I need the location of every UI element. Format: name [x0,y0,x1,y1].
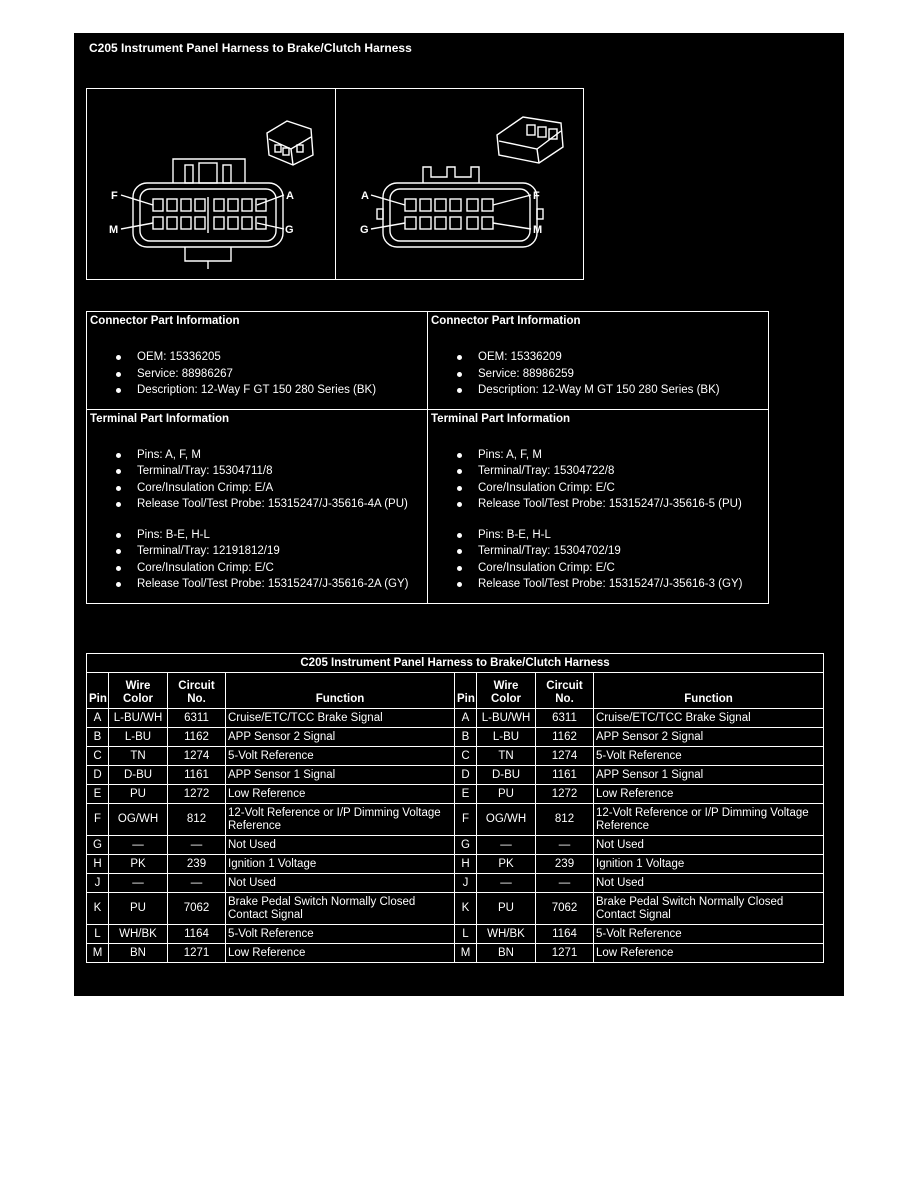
wire-color-cell: TN [477,747,536,766]
wire-color-cell: L-BU/WH [477,709,536,728]
pin-cell: J [455,874,477,893]
wire-color-cell: TN [109,747,168,766]
pin-label-f: F [111,190,118,202]
function-cell: Not Used [226,836,455,855]
pin-cell: D [87,766,109,785]
pin-cell: F [87,804,109,836]
pin-cell: M [455,944,477,963]
pinout-table-body [87,709,824,963]
page-title: C205 Instrument Panel Harness to Brake/Clutch Harness [89,41,412,55]
document-page [74,33,844,996]
function-cell: Low Reference [226,944,455,963]
list-item: Core/Insulation Crimp: E/C [90,560,423,577]
list-item: Core/Insulation Crimp: E/A [90,480,423,497]
pin-cell: K [87,893,109,925]
pin-cell: B [87,728,109,747]
table-row [87,944,824,963]
pin-cell: F [455,804,477,836]
column-header: Wire Color [109,673,168,709]
pin-cell: J [87,874,109,893]
function-cell: Ignition 1 Voltage [226,855,455,874]
circuit-cell: — [536,836,594,855]
list-item: Description: 12-Way F GT 150 280 Series (BK) [90,382,423,399]
pin-cell: K [455,893,477,925]
function-cell: 5-Volt Reference [594,747,824,766]
list-item: Service: 88986267 [90,366,423,383]
function-cell: Low Reference [594,785,824,804]
list-item: Release Tool/Test Probe: 15315247/J-35616-2A (GY) [90,576,423,593]
terminal-info-row [87,409,769,603]
list-item: Terminal/Tray: 15304711/8 [90,463,423,480]
function-cell: APP Sensor 2 Signal [226,728,455,747]
wire-color-cell: L-BU [109,728,168,747]
circuit-cell: — [168,874,226,893]
pin-cell: E [455,785,477,804]
function-cell: Low Reference [594,944,824,963]
section-header: Terminal Part Information [90,412,230,425]
section-header: Connector Part Information [431,315,581,327]
table-row [87,836,824,855]
wire-color-cell: PU [109,785,168,804]
circuit-cell: 812 [168,804,226,836]
table-row [87,874,824,893]
column-header: Circuit No. [168,673,226,709]
wire-color-cell: PU [477,785,536,804]
circuit-cell: 1162 [536,728,594,747]
female-connector-face [121,121,313,269]
function-cell: Ignition 1 Voltage [594,855,824,874]
pinout-header-row [87,673,824,709]
list-item: Terminal/Tray: 15304722/8 [431,463,764,480]
pinout-table-caption: C205 Instrument Panel Harness to Brake/Clutch Harness [87,654,824,673]
function-cell: 5-Volt Reference [226,925,455,944]
column-header: Pin [87,673,109,709]
function-cell: Brake Pedal Switch Normally Closed Contact Signal [594,893,824,925]
circuit-cell: 1274 [536,747,594,766]
terminal-info-male [428,409,769,603]
wire-color-cell: D-BU [109,766,168,785]
table-row [87,747,824,766]
pin-label-f-male: F [533,190,540,202]
connector-info-female [87,312,428,410]
list-item: Release Tool/Test Probe: 15315247/J-35616-4A (PU) [90,496,423,513]
function-cell: Not Used [226,874,455,893]
pin-cell: D [455,766,477,785]
pin-cell: A [87,709,109,728]
male-cavities [405,199,493,229]
part-information-table [86,311,769,604]
wire-color-cell: OG/WH [477,804,536,836]
wire-color-cell: D-BU [477,766,536,785]
circuit-cell: 1272 [536,785,594,804]
function-cell: 5-Volt Reference [594,925,824,944]
function-cell: Cruise/ETC/TCC Brake Signal [226,709,455,728]
list-item: Release Tool/Test Probe: 15315247/J-35616-3 (GY) [431,576,764,593]
connector-drawings [87,89,585,281]
circuit-cell: 6311 [168,709,226,728]
section-header: Terminal Part Information [431,412,571,425]
wire-color-cell: BN [109,944,168,963]
function-cell: 5-Volt Reference [226,747,455,766]
bullet-list [90,349,423,399]
wire-color-cell: — [109,874,168,893]
function-cell: APP Sensor 1 Signal [594,766,824,785]
function-cell: Not Used [594,836,824,855]
terminal-info-female [87,409,428,603]
circuit-cell: 1161 [168,766,226,785]
circuit-cell: 812 [536,804,594,836]
function-cell: Brake Pedal Switch Normally Closed Contact Signal [226,893,455,925]
bullet-list [90,527,423,593]
list-item: Terminal/Tray: 15304702/19 [431,543,764,560]
list-item: Terminal/Tray: 12191812/19 [90,543,423,560]
table-row [87,709,824,728]
wire-color-cell: L-BU/WH [109,709,168,728]
circuit-cell: 1271 [168,944,226,963]
wire-color-cell: WH/BK [109,925,168,944]
wire-color-cell: PU [477,893,536,925]
pin-label-g: G [285,224,294,236]
table-row [87,804,824,836]
column-header: Wire Color [477,673,536,709]
wire-color-cell: — [109,836,168,855]
connector-figure [86,88,584,280]
pin-cell: M [87,944,109,963]
bullet-list [90,447,423,513]
circuit-cell: 1162 [168,728,226,747]
table-row [87,925,824,944]
bullet-list [431,349,764,399]
pin-cell: H [455,855,477,874]
section-header: Connector Part Information [90,315,240,327]
pin-cell: G [87,836,109,855]
function-cell: Not Used [594,874,824,893]
wire-color-cell: BN [477,944,536,963]
wire-color-cell: PK [109,855,168,874]
list-item: Pins: B-E, H-L [90,527,423,544]
pin-cell: C [87,747,109,766]
pin-label-a-male: A [361,190,369,202]
function-cell: APP Sensor 1 Signal [226,766,455,785]
pinout-table [86,653,824,963]
pin-label-a: A [286,190,294,202]
connector-info-row [87,312,769,410]
bullet-list [431,447,764,513]
column-header: Function [594,673,824,709]
wire-color-cell: OG/WH [109,804,168,836]
table-row [87,785,824,804]
wire-color-cell: WH/BK [477,925,536,944]
table-row [87,766,824,785]
wire-color-cell: — [477,874,536,893]
circuit-cell: 6311 [536,709,594,728]
function-cell: 12-Volt Reference or I/P Dimming Voltage Reference [594,804,824,836]
pin-label-g-male: G [360,224,369,236]
list-item: OEM: 15336205 [90,349,423,366]
circuit-cell: 1272 [168,785,226,804]
list-item: Pins: B-E, H-L [431,527,764,544]
pin-label-m-male: M [533,224,543,236]
circuit-cell: 1161 [536,766,594,785]
circuit-cell: — [536,874,594,893]
connector-info-male [428,312,769,410]
wire-color-cell: — [477,836,536,855]
female-cavities [153,197,266,233]
pin-cell: A [455,709,477,728]
table-row [87,893,824,925]
list-item: Release Tool/Test Probe: 15315247/J-35616-5 (PU) [431,496,764,513]
circuit-cell: 1274 [168,747,226,766]
list-item: Pins: A, F, M [431,447,764,464]
wire-color-cell: PU [109,893,168,925]
pin-cell: G [455,836,477,855]
column-header: Circuit No. [536,673,594,709]
circuit-cell: — [168,836,226,855]
function-cell: APP Sensor 2 Signal [594,728,824,747]
pin-cell: E [87,785,109,804]
table-row [87,855,824,874]
function-cell: Low Reference [226,785,455,804]
pin-cell: L [455,925,477,944]
wire-color-cell: PK [477,855,536,874]
pin-label-m: M [109,224,119,236]
list-item: Core/Insulation Crimp: E/C [431,480,764,497]
column-header: Function [226,673,455,709]
circuit-cell: 7062 [168,893,226,925]
circuit-cell: 1271 [536,944,594,963]
circuit-cell: 1164 [536,925,594,944]
list-item: OEM: 15336209 [431,349,764,366]
list-item: Core/Insulation Crimp: E/C [431,560,764,577]
pin-cell: B [455,728,477,747]
function-cell: 12-Volt Reference or I/P Dimming Voltage Reference [226,804,455,836]
list-item: Service: 88986259 [431,366,764,383]
list-item: Pins: A, F, M [90,447,423,464]
pin-cell: C [455,747,477,766]
female-connector-3d-icon [267,121,313,165]
circuit-cell: 1164 [168,925,226,944]
function-cell: Cruise/ETC/TCC Brake Signal [594,709,824,728]
table-row [87,728,824,747]
bullet-list [431,527,764,593]
male-connector-3d-icon [497,117,563,163]
circuit-cell: 239 [536,855,594,874]
column-header: Pin [455,673,477,709]
wire-color-cell: L-BU [477,728,536,747]
circuit-cell: 239 [168,855,226,874]
circuit-cell: 7062 [536,893,594,925]
pin-cell: L [87,925,109,944]
pin-cell: H [87,855,109,874]
list-item: Description: 12-Way M GT 150 280 Series (BK) [431,382,764,399]
